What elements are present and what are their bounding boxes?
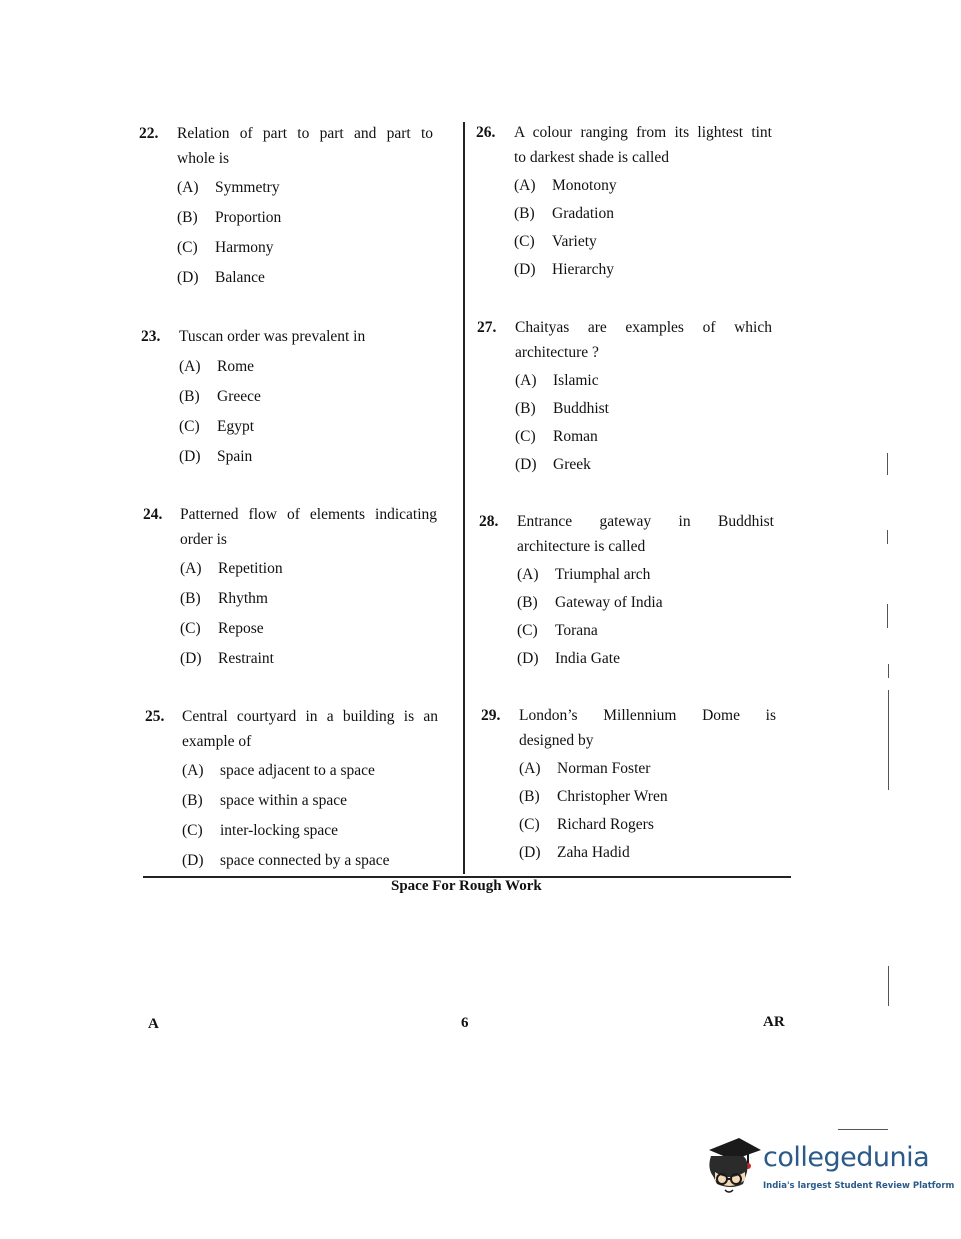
option-d: (D) India Gate: [517, 650, 620, 667]
option-d: (D) Greek: [515, 456, 591, 473]
stem-line-2: to darkest shade is called: [514, 149, 669, 166]
scan-mark: [888, 966, 889, 1006]
question-stem: [182, 704, 438, 754]
footer-subject-code: AR: [763, 1014, 785, 1030]
stem-line-2: whole is: [177, 150, 230, 167]
option-c: (C) Richard Rogers: [519, 816, 654, 833]
question-29: [481, 703, 781, 873]
option-b: (B) Christopher Wren: [519, 788, 668, 805]
scan-mark: [887, 453, 888, 475]
question-number: 23.: [141, 328, 161, 345]
column-divider: [463, 122, 465, 874]
option-a: (A) Norman Foster: [519, 760, 651, 777]
option-b: (B) Proportion: [177, 209, 282, 226]
question-24: [143, 502, 443, 682]
scan-mark: [887, 530, 888, 544]
question-26: [476, 120, 776, 290]
rough-work-label: Space For Rough Work: [391, 878, 542, 894]
question-number: 26.: [476, 124, 496, 141]
footer-series-code: A: [148, 1016, 159, 1032]
option-d: (D) Spain: [179, 448, 253, 465]
question-27: [477, 315, 777, 485]
option-d: (D) space connected by a space: [182, 852, 390, 869]
option-a: (A) Rome: [179, 358, 255, 375]
option-a: (A) Triumphal arch: [517, 566, 651, 583]
option-b: (B) Rhythm: [180, 590, 268, 607]
question-stem: [514, 120, 772, 170]
option-d: (D) Zaha Hadid: [519, 844, 630, 861]
stem-line-2: designed by: [519, 732, 594, 749]
stem-line-1: Tuscan order was prevalent in: [179, 328, 366, 345]
collegedunia-logo: [703, 1128, 955, 1208]
question-number: 25.: [145, 708, 165, 725]
option-b: (B) Gateway of India: [517, 594, 663, 611]
option-d: (D) Restraint: [180, 650, 274, 667]
stem-line-1: Patterned flow of elements indicating: [180, 506, 437, 523]
option-d: (D) Hierarchy: [514, 261, 614, 278]
stem-line-1: A colour ranging from its lightest tint: [514, 124, 772, 141]
stem-line-1: Chaityas are examples of which: [515, 319, 772, 336]
option-a: (A) space adjacent to a space: [182, 762, 375, 779]
question-25: [145, 704, 445, 884]
option-c: (C) Roman: [515, 428, 598, 445]
brand-name: collegedunia: [763, 1142, 930, 1173]
question-28: [479, 509, 779, 679]
question-23: [141, 324, 441, 474]
question-stem: [517, 509, 774, 559]
question-22: [139, 121, 439, 301]
stem-line-2: example of: [182, 733, 252, 750]
question-number: 24.: [143, 506, 163, 523]
question-number: 22.: [139, 125, 159, 142]
question-stem: [179, 324, 365, 349]
question-stem: [177, 121, 433, 171]
stem-line-2: architecture ?: [515, 344, 599, 361]
option-c: (C) Variety: [514, 233, 597, 250]
scan-mark: [887, 604, 888, 628]
option-b: (B) Greece: [179, 388, 261, 405]
question-stem: [519, 703, 776, 753]
option-c: (C) inter-locking space: [182, 822, 339, 839]
stem-line-2: order is: [180, 531, 227, 548]
option-a: (A) Islamic: [515, 372, 599, 389]
stem-line-1: London’s Millennium Dome is: [519, 707, 776, 724]
option-a: (A) Repetition: [180, 560, 283, 577]
scan-mark: [888, 690, 889, 790]
brand-tagline: India's largest Student Review Platform: [763, 1181, 955, 1191]
question-number: 29.: [481, 707, 501, 724]
scan-mark: [888, 664, 889, 678]
option-b: (B) Gradation: [514, 205, 614, 222]
question-number: 28.: [479, 513, 499, 530]
question-stem: [515, 315, 772, 365]
question-number: 27.: [477, 319, 497, 336]
stem-line-1: Relation of part to part and part to: [177, 125, 433, 142]
option-c: (C) Harmony: [177, 239, 274, 256]
option-a: (A) Symmetry: [177, 179, 280, 196]
question-stem: [180, 502, 437, 552]
option-c: (C) Egypt: [179, 418, 255, 435]
stem-line-1: Entrance gateway in Buddhist: [517, 513, 774, 530]
stem-line-2: architecture is called: [517, 538, 646, 555]
footer-page-number: 6: [461, 1015, 469, 1031]
stem-line-1: Central courtyard in a building is an: [182, 708, 438, 725]
option-b: (B) Buddhist: [515, 400, 609, 417]
option-d: (D) Balance: [177, 269, 265, 286]
option-b: (B) space within a space: [182, 792, 347, 809]
option-a: (A) Monotony: [514, 177, 617, 194]
option-c: (C) Repose: [180, 620, 264, 637]
option-c: (C) Torana: [517, 622, 598, 639]
mascot-icon: [703, 1132, 761, 1206]
